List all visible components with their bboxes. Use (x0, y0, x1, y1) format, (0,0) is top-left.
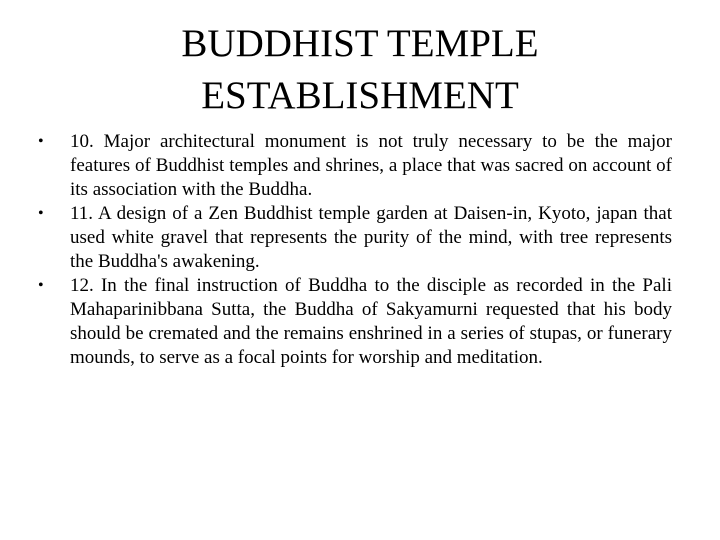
bullet-dot-icon: • (38, 277, 44, 294)
slide-title (0, 18, 720, 122)
bullet-text: 11. A design of a Zen Buddhist temple garden at Daisen-in, Kyoto, japan that used white gravel that represents the purity of the mind, with tree represents the Buddha's awakening. (70, 203, 672, 272)
slide-title-line-2: ESTABLISHMENT (201, 74, 519, 117)
bullet-item (38, 130, 672, 202)
bullet-text: 12. In the final instruction of Buddha to the disciple as recorded in the Pali Mahaparinibbana Sutta, the Buddha of Sakyamurni requested that his body should be cremated and the remains enshrined in a series of stupas, or funerary mounds, to serve as a focal points for worship and meditation. (70, 275, 672, 368)
bullet-list (38, 130, 672, 370)
bullet-dot-icon: • (38, 205, 44, 222)
bullet-text: 10. Major architectural monument is not truly necessary to be the major features of Buddhist temples and shrines, a place that was sacred on account of its association with the Buddha. (70, 131, 672, 200)
bullet-item (38, 202, 672, 274)
bullet-dot-icon: • (38, 133, 44, 150)
slide-title-line-1: BUDDHIST TEMPLE (181, 22, 539, 65)
bullet-item (38, 274, 672, 370)
